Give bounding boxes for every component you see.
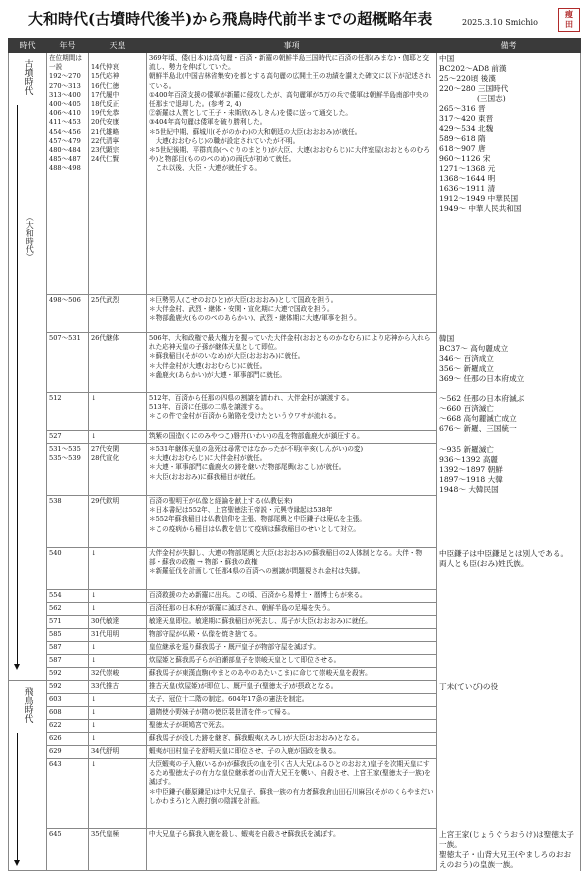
event-cell: 369年頃、倭(日本)は高句麗・百済・新羅の朝鮮半島三国時代に百済の任那(みまな)・伽耶と交流し、勢力を伸ばしていた。 朝鮮半島北(中国吉林省集安)を都とする高句麗の広開土王の功績を讃えた碑文に以下が記述されている。 ①400年百済支援の倭軍が新羅に侵攻したが、高句麗軍が5万の兵で倭軍は朝鮮半島南部中央の任那まで退却した。(参考 2, 4) ②新羅は人質として王子・未斯欣(みしきん)を倭に送って通交した。 ③404年高句麗は倭軍を破り勝利した。 ＊5世紀中期、蘇城川(そがのかわ)の大和朝廷の大臣(おおおみ)が就任。 大連(おおむらじ)の職が設定されていたが不明。 ＊5世紀後期、平群真鳥(へぐりのまとり)が大臣、大連(おおむらじ)に大伴室屋(おおとものむろや)と物部目(もののべのめ)の両氏が初めて就任。 これ以後、大臣・大連が就任する。 [147, 53, 437, 295]
event-cell: 遣隋使小野妹子が隋の使臣裴世清を伴って帰る。 [147, 707, 437, 720]
event-cell: 506年、大和政権で最大権力を握っていた大伴金村(おおとものかなむら)により応神から入れられた応神天皇の子孫が継体天皇として即位。 ＊蘇我稲目(そがのいなめ)が大臣(おおおみ)に就任。 ＊大伴金村が大連(おおむらじ)に就任。 ＊麁鹿火(あらかい)が大連・軍事部門に就任。 [147, 333, 437, 393]
emperor-cell: 34代舒明 [89, 746, 147, 759]
event-cell: 炊屋姫と蘇我馬子らが泊瀬部皇子を崇峻天皇として即位させる。 [147, 655, 437, 668]
table-row [9, 548, 581, 590]
era-arrow [17, 733, 18, 861]
era-cell-kofun [9, 53, 47, 681]
emperor-cell: 27代安閑 28代宣化 [89, 444, 147, 496]
note-cell: ～935 新羅滅亡 936～1392 高麗 1392～1897 朝鮮 1897～1918 大韓 1948～ 大韓民国 [437, 444, 581, 548]
event-cell: 百済任那の日本府が新羅に滅ぼされ、朝鮮半島の足場を失う。 [147, 603, 437, 616]
note-cell [437, 295, 581, 333]
emperor-cell: 25代武烈 [89, 295, 147, 333]
event-cell: ＊531年継体天皇の急死は尋常ではなかったが不明(辛亥(しんがい)の変) ＊大連(おおむらじ)に大伴金村が就任。 ＊大連・軍事部門に麁鹿火の跡を継いだ物部尾輿(おこし)が就任。 ＊大臣(おおおみ)に蘇我稲目が就任。 [147, 444, 437, 496]
event-cell: 蝦夷が田村皇子を舒明天皇に即位させ、子の入鹿が国政を執る。 [147, 746, 437, 759]
note-cell [437, 720, 581, 829]
year-cell: 在位期間は一説 192～270 270～313 313～400 400～405 406～410 411～453 454～456 457～479 480～484 485～487 488～498 [47, 53, 89, 295]
era-cell-asuka [9, 681, 47, 871]
year-cell: 629 [47, 746, 89, 759]
table-row [9, 444, 581, 496]
year-cell: 498～506 [47, 295, 89, 333]
year-cell: 592 [47, 681, 89, 694]
emperor-cell: ↓ [89, 707, 147, 720]
note-cell: 韓国 BC37～ 高句麗成立 346～ 百済成立 356～ 新羅成立 369～ 任那の日本府成立 [437, 333, 581, 393]
year-cell: 512 [47, 393, 89, 431]
year-cell: 562 [47, 603, 89, 616]
emperor-cell: 31代用明 [89, 629, 147, 642]
emperor-cell: 29代欽明 [89, 496, 147, 548]
year-cell: 622 [47, 720, 89, 733]
col-emperor-header: 天皇 [89, 39, 147, 53]
year-cell: 643 [47, 759, 89, 829]
emperor-cell: ↓ [89, 548, 147, 590]
table-row [9, 333, 581, 393]
year-cell: 540 [47, 548, 89, 590]
emperor-cell: ↓ [89, 431, 147, 444]
era-arrow [17, 105, 18, 665]
table-row [9, 681, 581, 694]
event-cell: 512年、百済から任那の四県の割譲を請われ、大伴金村が譲渡する。 513年、百済に任那の二県を譲渡する。 ＊この件で金村が百済から賄賂を受けたというウワサが流れる。 [147, 393, 437, 431]
year-cell: 571 [47, 616, 89, 629]
year-cell: 626 [47, 733, 89, 746]
emperor-cell: 33代推古 [89, 681, 147, 694]
note-cell: ～562 任那の日本府滅ぶ ～660 百済滅亡 ～668 高句麗滅亡成立 676～ 新羅、三国統一 [437, 393, 581, 444]
year-cell: 527 [47, 431, 89, 444]
emperor-cell: 26代継体 [89, 333, 147, 393]
note-cell: 中国 BC202～AD8 前漢 25～220頃 後漢 220～280 三国時代 (三国志) 265～316 晋 317～420 東晋 429～534 北魏 589～618 隋 618～907 唐 960～1126 宋 1271～1368 元 1368～1644 明 1636～1911 清 1912～1949 中華民国 1949～ 中華人民共和国 [437, 53, 581, 295]
year-cell: 554 [47, 590, 89, 603]
era-label: 飛鳥時代 [22, 687, 33, 723]
event-cell: 百済救援のため新羅に出兵。この頃、百済から易博士・暦博士らが来る。 [147, 590, 437, 603]
note-cell: 上宮王家(じょうぐうおうけ)は聖徳太子一族。 聖徳太子・山背大兄王(やましろのおおえのおう)の皇族一族。 [437, 829, 581, 871]
year-cell: 585 [47, 629, 89, 642]
event-cell: 推古天皇(炊屋姫)が即位し、厩戸皇子(聖徳太子)が摂政となる。 [147, 681, 437, 694]
event-cell: 筑紫の国造(くにのみやつこ)磐井(いわい)の乱を物部麁鹿火が鎮圧する。 [147, 431, 437, 444]
header-row [9, 39, 581, 53]
year-cell: 587 [47, 655, 89, 668]
col-note-header: 備考 [437, 39, 581, 53]
col-year-header: 年号 [47, 39, 89, 53]
year-cell: 538 [47, 496, 89, 548]
note-cell: 丁未(ていび)の役 [437, 681, 581, 720]
emperor-cell: 32代崇峻 [89, 668, 147, 681]
event-cell: 中大兄皇子ら蘇我入鹿を殺し、蝦夷を自殺させ蘇我氏を滅ぼす。 [147, 829, 437, 871]
era-label: 古墳時代 [22, 59, 33, 95]
emperor-cell: ↓ [89, 733, 147, 746]
table-row [9, 720, 581, 733]
page-title: 大和時代(古墳時代後半)から飛鳥時代前半までの超概略年表 [28, 10, 433, 28]
emperor-cell: ↓ [89, 642, 147, 655]
table-row [9, 829, 581, 871]
event-cell: 蘇我馬子が没した跡を継ぎ、蘇我蝦夷(えみし)が大臣(おおおみ)となる。 [147, 733, 437, 746]
emperor-cell: ↓ [89, 694, 147, 707]
emperor-cell: ↓ [89, 759, 147, 829]
chronology-table [8, 38, 581, 871]
event-cell: ＊巨勢男人(こせのおひと)が大臣(おおおみ)として国政を担う。 ＊大伴金村、武烈・継体・安閑・宣化期に大連で国政を担う。 ＊物部麁鹿火(もののべのあらかい)、武烈・継体期に大連/軍事を担う。 [147, 295, 437, 333]
event-cell: 敏達天皇即位。敏達期に蘇我稲目が死去し、馬子が大臣(おおおみ)に就任。 [147, 616, 437, 629]
year-cell: 645 [47, 829, 89, 871]
year-cell: 592 [47, 668, 89, 681]
emperor-cell: ↓ [89, 603, 147, 616]
year-cell: 608 [47, 707, 89, 720]
event-cell: 聖徳太子が斑鳩宮で死去。 [147, 720, 437, 733]
emperor-cell: 35代皇極 [89, 829, 147, 871]
year-cell: 587 [47, 642, 89, 655]
event-cell: 蘇我馬子が東漢直駒(やまとのあやのあたいこま)に命じて崇峻天皇を殺害。 [147, 668, 437, 681]
col-era-header: 時代 [9, 39, 47, 53]
era-sublabel: （大和時代） [25, 213, 35, 261]
note-cell: 中臣鎌子は中臣鎌足とは別人である。 両人とも臣(おみ)姓氏族。 [437, 548, 581, 681]
table-row [9, 393, 581, 431]
emperor-cell: ↓ [89, 720, 147, 733]
emperor-cell: 14代仲哀 15代応神 16代仁徳 17代履中 18代反正 19代允恭 20代安康 21代雄略 22代清寧 23代顕宗 24代仁賢 [89, 53, 147, 295]
stamp-text: 痩 田 [565, 9, 573, 29]
year-cell: 603 [47, 694, 89, 707]
event-cell: 百済の聖明王が仏像と経論を献上する(仏教伝来) ＊日本書紀は552年、上宮聖徳法王帝説・元興寺縁起は538年 ＊552年蘇我稲目は仏教信仰を主張、物部尾輿と中臣鎌子は廃仏を主張。 ＊この疫病から稲目は仏教を信じて疫病は蘇我稲目のせいとして対立。 [147, 496, 437, 548]
event-cell: 大臣蝦夷の子入鹿(いるか)が蘇我氏の血を引く古人大兄(ふるひとのおおえ)皇子を次期天皇にするため聖徳太子の有力な皇位継承者の山背大兄王を襲い、自殺させ、上宮王家(聖徳太子一族)を滅ぼす。 ＊中臣鎌子(藤原鎌足)は中大兄皇子、蘇我一族の有力者蘇我倉山田石川麻呂(そがのくらやまだいしかわまろ)と入鹿打倒の陰謀を計画。 [147, 759, 437, 829]
emperor-cell: ↓ [89, 655, 147, 668]
col-event-header: 事項 [147, 39, 437, 53]
event-cell: 皇位継承を巡り蘇我馬子・厩戸皇子が物部守屋を滅ぼす。 [147, 642, 437, 655]
table-row [9, 295, 581, 333]
event-cell: 太子、冠位十二階の制定。604年17条の憲法を制定。 [147, 694, 437, 707]
year-cell: 507～531 [47, 333, 89, 393]
date-author: 2025.3.10 Smichio [462, 18, 538, 27]
event-cell: 大伴金村が失脚し、大連の物部尾輿と大臣(おおおみ)の蘇我稲目の2人体制となる。大伴・物部・蘇我の政権 → 物部・蘇我の政権 ＊新羅征伐を計画して任那4県の百済への割譲が問題視され金村は失脚。 [147, 548, 437, 590]
table-row [9, 53, 581, 295]
name-stamp [558, 8, 580, 32]
emperor-cell: 30代敏達 [89, 616, 147, 629]
year-cell: 531～535 535～539 [47, 444, 89, 496]
emperor-cell: ↓ [89, 393, 147, 431]
emperor-cell: ↓ [89, 590, 147, 603]
event-cell: 物部守屋が仏殿・仏像を焼き捨てる。 [147, 629, 437, 642]
